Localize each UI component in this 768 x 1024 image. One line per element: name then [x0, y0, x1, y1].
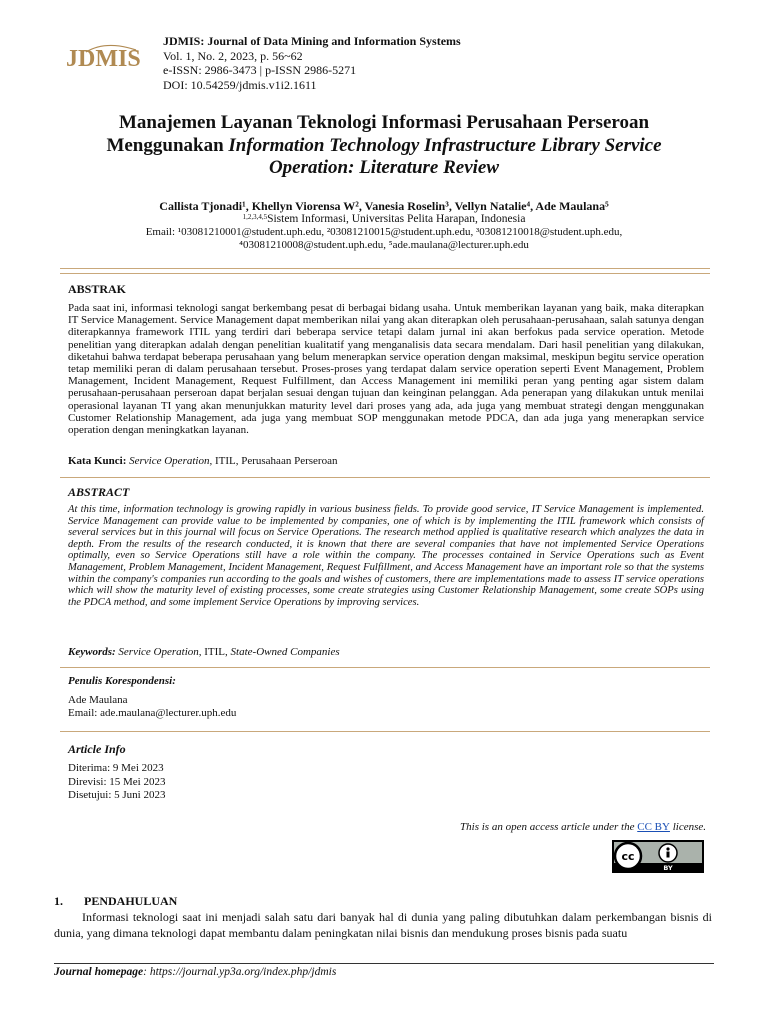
cc-by-link[interactable]: CC BY [637, 821, 670, 833]
journal-issn: e-ISSN: 2986-3473 | p-ISSN 2986-5271 [163, 63, 357, 78]
author-list: Callista Tjonadi¹, Khellyn Viorensa W², Vanesia Roselin³, Vellyn Natalie⁴, Ade Maulana⁵ [159, 199, 609, 213]
license-line: This is an open access article under the CC BY license. [460, 821, 706, 833]
abstract-heading: ABSTRACT [68, 485, 130, 499]
article-info-heading: Article Info [68, 742, 126, 756]
date-revised: Direvisi: 15 Mei 2023 [68, 776, 166, 788]
logo-text: JDMIS [66, 46, 141, 72]
divider [60, 477, 710, 478]
paper-title: Manajemen Layanan Teknologi Informasi Perusahaan Perseroan Menggunakan Information Technology Infrastructure Library Service Operation: Literature Review [106, 112, 662, 178]
abstract-keywords: Keywords: Service Operation, ITIL, State-Owned Companies [68, 646, 340, 658]
journal-homepage[interactable]: Journal homepage: https://journal.yp3a.org/index.php/jdmis [54, 966, 337, 978]
correspondence-email[interactable]: Email: ade.maulana@lecturer.uph.edu [68, 707, 237, 719]
abstract-text: At this time, information technology is growing rapidly in various business fields. To provide good service, IT Service Management is implemented. Service Management can provide value to be implemented by companies, one of which is by implementing the ITIL framework which consists of several services but in this journal will focus on Service Operations. The research method applied is qualitative research which analyzes the data in depth. From the results of the research conducted, it is known that there are several companies that have not implemented Service Operations optimally, even so Service Operations still have a role within the company. The processes contained in Service Operations such as Event Management, Problem Management, Incident Management, Request Fulfillment, and Access Management have an important role so that the systems within the company's companies run according to the goals and wishes of customers, there are implementations made to assess IT service operations which will show the maturity level of existing processes, some create strategies using Customer Relationship Management, some create SOPs using the PDCA method, and some implement Service Operations by improving services. [68, 504, 704, 608]
date-received: Diterima: 9 Mei 2023 [68, 762, 164, 774]
correspondence-heading: Penulis Korespondensi: [68, 675, 176, 687]
divider [60, 731, 710, 732]
date-accepted: Disetujui: 5 Juni 2023 [68, 789, 166, 801]
journal-doi[interactable]: DOI: 10.54259/jdmis.v1i2.1611 [163, 77, 317, 92]
affiliation: $^{1,2,3,4,5}$Sistem Informasi, Universitas Pelita Harapan, Indonesia [242, 213, 526, 225]
abstrak-heading: ABSTRAK [68, 282, 127, 296]
journal-name: JDMIS: Journal of Data Mining and Information Systems [163, 34, 461, 48]
journal-logo [66, 40, 148, 78]
footer-divider [54, 963, 714, 964]
abstrak-keywords: Kata Kunci: Service Operation, ITIL, Perusahaan Perseroan [68, 455, 338, 467]
author-emails: Email: ¹03081210001@student.uph.edu, ²03081210015@student.uph.edu, ³03081210018@student.uph.edu, ⁴03081210008@student.uph.edu, ⁵ade.maulana@lecturer.uph.edu [145, 226, 623, 251]
journal-info [163, 34, 461, 92]
correspondence-name: Ade Maulana [68, 694, 128, 706]
cc-by-badge[interactable] [612, 840, 704, 873]
section-body: Informasi teknologi saat ini menjadi salah satu dari banyak hal di dunia yang paling dibutuhkan dalam perkembangan bisnis di dunia, yang dimana teknologi dapat membantu dalam peningkatan nilai bisnis dan mendukung proses bisnis pada suatu [54, 910, 712, 940]
svg-text:cc: cc [621, 850, 635, 863]
divider-top [60, 268, 710, 274]
section-heading: 1. PENDAHULUAN [54, 894, 178, 908]
divider [60, 667, 710, 668]
abstrak-text: Pada saat ini, informasi teknologi sangat berkembang pesat di berbagai bidang usaha. Untuk memberikan layanan yang baik, maka diterapkan IT Service Management. Service Management dapat memberikan nilai yang akan diterapkan oleh perusahaan-perusahaan, salah satunya dengan diterapkannya framework ITIL yang terdiri dari beberapa service tetapi dalam jurnal ini akan berfokus pada service operation. Metode penelitian yang diterapkan adalah dengan penelitian kualitatif yang menganalisis data secara mendalam. Dari hasil penelitian yang dilakukan, diketahui bahwa terdapat beberapa perusahaan yang belum menerapkan service operation dengan maksimal, meskipun begitu service operation tetap memiliki peran di dalam perusahaan tersebut. Proses-proses yang terdapat dalam service operation seperti Event Management, Problem Management, Incident Management, Request Fulfillment, dan Access Management ini memiliki peran yang penting agar sistem dalam perusahaan-perusahaan perseroan dapat berjalan sesuai dengan tujuan dan keinginan pelanggan. Ada penerapan yang dilakukan untuk menilai operasional layanan TI yang akan menunjukkan maturity level dari proses yang ada, ada juga yang membuat strategi dengan menggunakan Customer Relationship Management, ada juga yang membuat SOP menggunakan metode PDCA, dan ada juga yang menerapkan service operation dengan meningkatkan layanan. [68, 302, 704, 437]
journal-volume: Vol. 1, No. 2, 2023, p. 56~62 [163, 48, 303, 63]
cc-by-label: BY [663, 864, 673, 872]
